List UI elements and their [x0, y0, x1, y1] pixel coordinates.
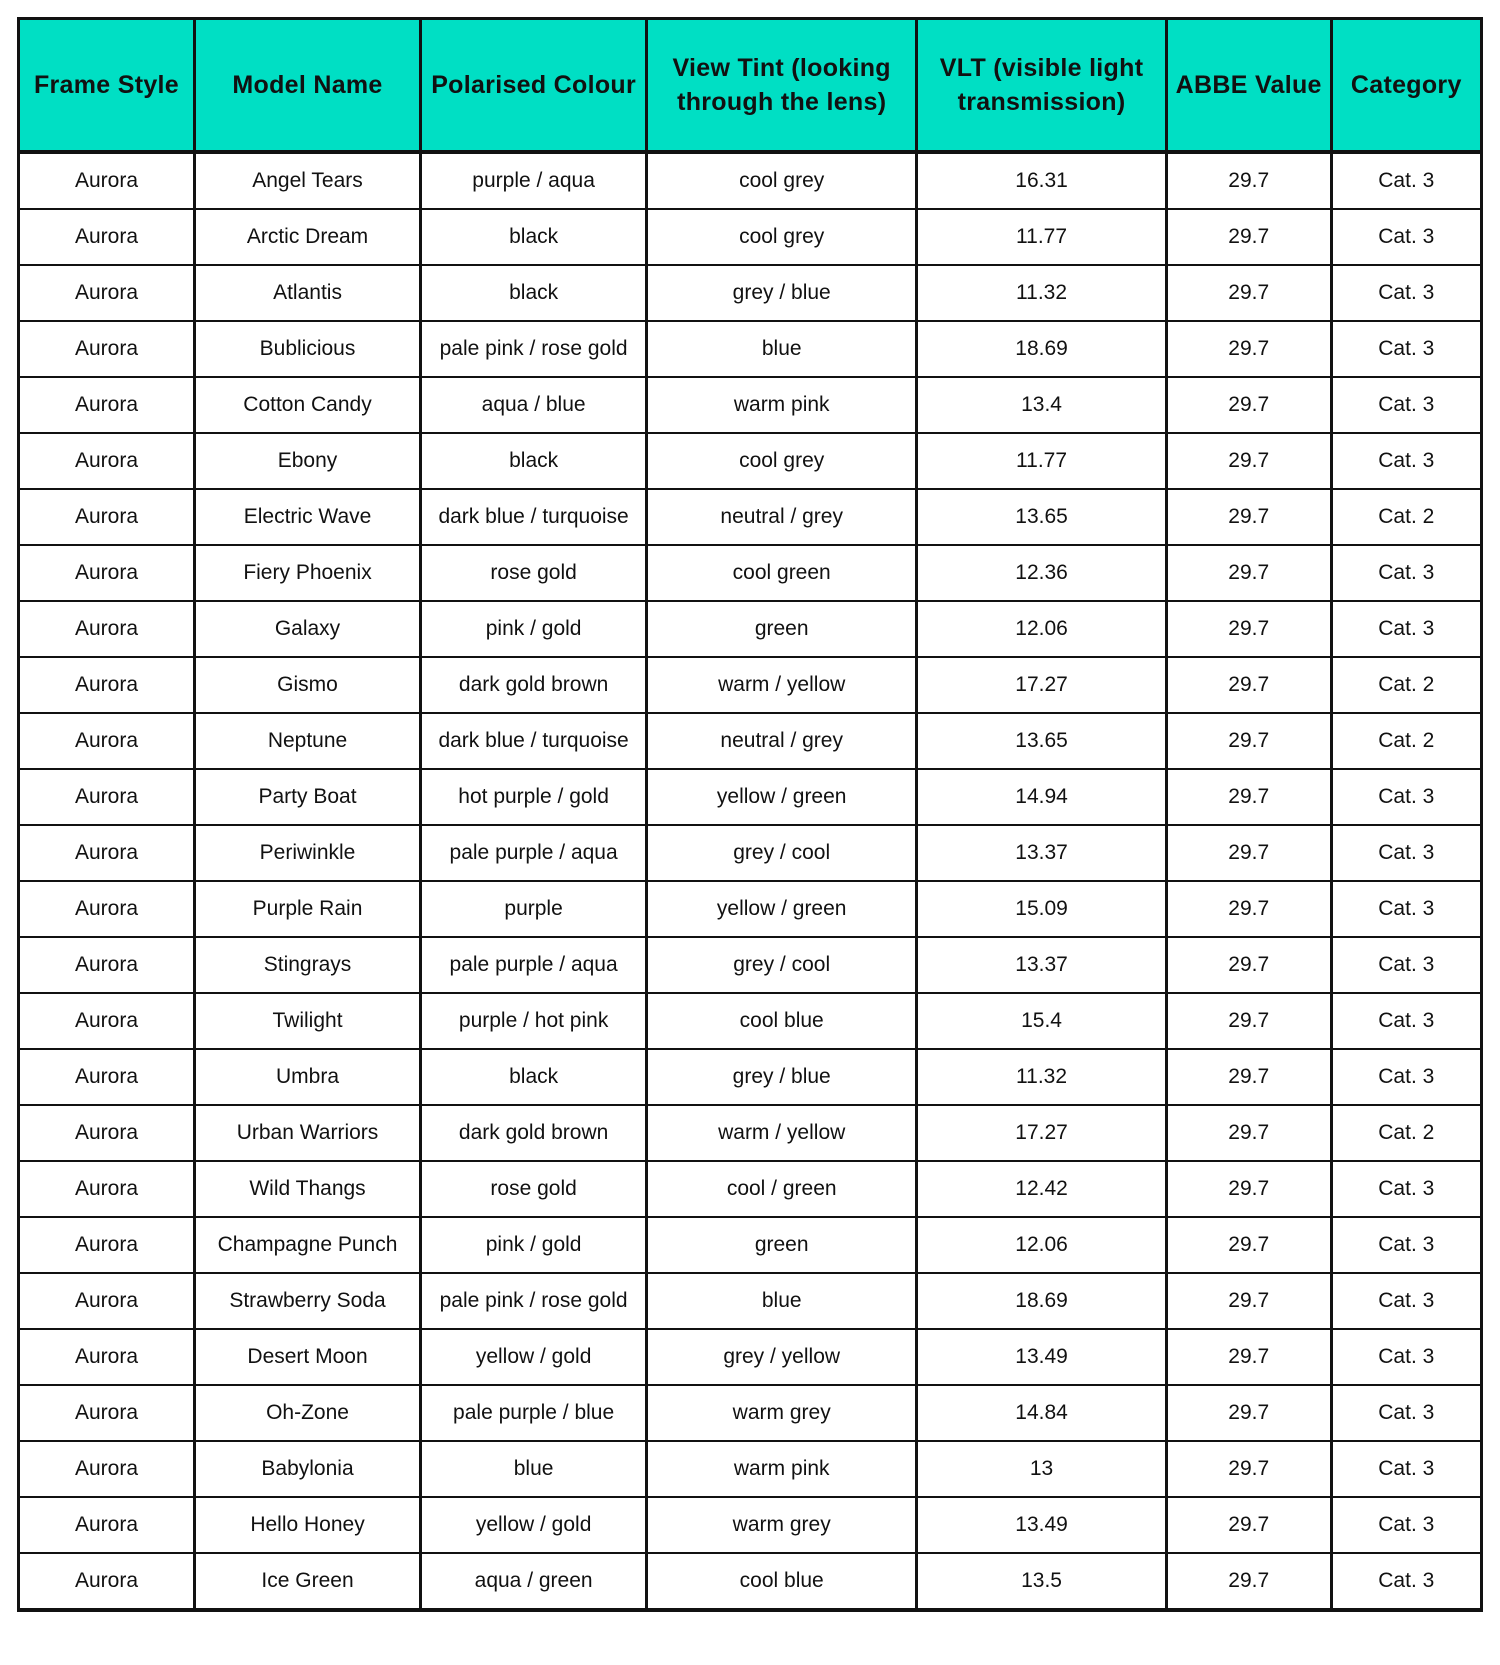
cell-category: Cat. 3 — [1331, 265, 1481, 321]
table-body — [19, 152, 1482, 1610]
cell-category: Cat. 2 — [1331, 713, 1481, 769]
cell-vlt: 13 — [917, 1441, 1167, 1497]
cell-category: Cat. 3 — [1331, 993, 1481, 1049]
table-row — [19, 769, 1482, 825]
table-row — [19, 1273, 1482, 1329]
cell-polarised-colour: pale purple / blue — [421, 1385, 647, 1441]
cell-polarised-colour: pale purple / aqua — [421, 825, 647, 881]
cell-vlt: 11.77 — [917, 433, 1167, 489]
table-row — [19, 601, 1482, 657]
table-row — [19, 1385, 1482, 1441]
cell-category: Cat. 3 — [1331, 881, 1481, 937]
cell-model-name: Ebony — [194, 433, 420, 489]
cell-abbe-value: 29.7 — [1166, 265, 1331, 321]
cell-frame-style: Aurora — [19, 265, 195, 321]
cell-abbe-value: 29.7 — [1166, 601, 1331, 657]
table-row — [19, 377, 1482, 433]
cell-category: Cat. 3 — [1331, 1161, 1481, 1217]
cell-view-tint: green — [647, 1217, 917, 1273]
cell-frame-style: Aurora — [19, 377, 195, 433]
cell-vlt: 13.5 — [917, 1553, 1167, 1610]
header-abbe-value: ABBE Value — [1166, 19, 1331, 153]
cell-abbe-value: 29.7 — [1166, 545, 1331, 601]
cell-view-tint: yellow / green — [647, 881, 917, 937]
header-polarised-colour: Polarised Colour — [421, 19, 647, 153]
cell-model-name: Stingrays — [194, 937, 420, 993]
cell-model-name: Umbra — [194, 1049, 420, 1105]
cell-model-name: Strawberry Soda — [194, 1273, 420, 1329]
cell-abbe-value: 29.7 — [1166, 321, 1331, 377]
cell-view-tint: grey / cool — [647, 825, 917, 881]
cell-model-name: Arctic Dream — [194, 209, 420, 265]
cell-category: Cat. 3 — [1331, 601, 1481, 657]
cell-abbe-value: 29.7 — [1166, 1385, 1331, 1441]
cell-abbe-value: 29.7 — [1166, 1273, 1331, 1329]
cell-view-tint: cool blue — [647, 1553, 917, 1610]
cell-category: Cat. 3 — [1331, 209, 1481, 265]
table-row — [19, 545, 1482, 601]
cell-polarised-colour: black — [421, 433, 647, 489]
cell-model-name: Periwinkle — [194, 825, 420, 881]
cell-vlt: 12.42 — [917, 1161, 1167, 1217]
table-row — [19, 209, 1482, 265]
table-row — [19, 489, 1482, 545]
cell-abbe-value: 29.7 — [1166, 1105, 1331, 1161]
cell-model-name: Hello Honey — [194, 1497, 420, 1553]
cell-vlt: 12.06 — [917, 1217, 1167, 1273]
cell-frame-style: Aurora — [19, 713, 195, 769]
cell-model-name: Purple Rain — [194, 881, 420, 937]
cell-abbe-value: 29.7 — [1166, 657, 1331, 713]
cell-vlt: 12.36 — [917, 545, 1167, 601]
cell-vlt: 11.77 — [917, 209, 1167, 265]
cell-view-tint: yellow / green — [647, 769, 917, 825]
table-row — [19, 937, 1482, 993]
cell-view-tint: cool blue — [647, 993, 917, 1049]
cell-model-name: Atlantis — [194, 265, 420, 321]
cell-abbe-value: 29.7 — [1166, 1161, 1331, 1217]
table-row — [19, 1441, 1482, 1497]
cell-polarised-colour: dark blue / turquoise — [421, 713, 647, 769]
cell-abbe-value: 29.7 — [1166, 1497, 1331, 1553]
cell-frame-style: Aurora — [19, 1497, 195, 1553]
cell-frame-style: Aurora — [19, 1105, 195, 1161]
cell-vlt: 16.31 — [917, 152, 1167, 209]
table-row — [19, 152, 1482, 209]
cell-vlt: 13.4 — [917, 377, 1167, 433]
table-row — [19, 825, 1482, 881]
cell-category: Cat. 3 — [1331, 1217, 1481, 1273]
cell-category: Cat. 3 — [1331, 545, 1481, 601]
cell-polarised-colour: rose gold — [421, 545, 647, 601]
cell-vlt: 13.49 — [917, 1497, 1167, 1553]
cell-polarised-colour: pink / gold — [421, 601, 647, 657]
cell-polarised-colour: dark blue / turquoise — [421, 489, 647, 545]
cell-vlt: 13.49 — [917, 1329, 1167, 1385]
cell-vlt: 18.69 — [917, 1273, 1167, 1329]
cell-polarised-colour: aqua / blue — [421, 377, 647, 433]
cell-frame-style: Aurora — [19, 1217, 195, 1273]
table-row — [19, 265, 1482, 321]
cell-vlt: 12.06 — [917, 601, 1167, 657]
cell-view-tint: warm grey — [647, 1385, 917, 1441]
cell-category: Cat. 3 — [1331, 152, 1481, 209]
cell-model-name: Galaxy — [194, 601, 420, 657]
header-row — [19, 19, 1482, 153]
cell-polarised-colour: hot purple / gold — [421, 769, 647, 825]
cell-frame-style: Aurora — [19, 489, 195, 545]
cell-model-name: Oh-Zone — [194, 1385, 420, 1441]
cell-vlt: 11.32 — [917, 1049, 1167, 1105]
cell-abbe-value: 29.7 — [1166, 377, 1331, 433]
cell-polarised-colour: yellow / gold — [421, 1329, 647, 1385]
cell-vlt: 15.4 — [917, 993, 1167, 1049]
cell-model-name: Angel Tears — [194, 152, 420, 209]
cell-abbe-value: 29.7 — [1166, 937, 1331, 993]
cell-frame-style: Aurora — [19, 825, 195, 881]
cell-frame-style: Aurora — [19, 1553, 195, 1610]
lens-spec-sheet — [17, 17, 1483, 1612]
cell-frame-style: Aurora — [19, 209, 195, 265]
cell-polarised-colour: pink / gold — [421, 1217, 647, 1273]
table-row — [19, 1217, 1482, 1273]
cell-polarised-colour: rose gold — [421, 1161, 647, 1217]
table-row — [19, 1105, 1482, 1161]
cell-abbe-value: 29.7 — [1166, 489, 1331, 545]
cell-model-name: Ice Green — [194, 1553, 420, 1610]
cell-category: Cat. 2 — [1331, 489, 1481, 545]
cell-model-name: Gismo — [194, 657, 420, 713]
table-row — [19, 1161, 1482, 1217]
cell-vlt: 14.84 — [917, 1385, 1167, 1441]
cell-view-tint: green — [647, 601, 917, 657]
cell-frame-style: Aurora — [19, 1329, 195, 1385]
cell-abbe-value: 29.7 — [1166, 152, 1331, 209]
table-row — [19, 1497, 1482, 1553]
cell-vlt: 13.65 — [917, 713, 1167, 769]
cell-vlt: 13.37 — [917, 937, 1167, 993]
cell-frame-style: Aurora — [19, 433, 195, 489]
cell-category: Cat. 2 — [1331, 657, 1481, 713]
cell-view-tint: warm grey — [647, 1497, 917, 1553]
cell-model-name: Babylonia — [194, 1441, 420, 1497]
cell-abbe-value: 29.7 — [1166, 209, 1331, 265]
cell-category: Cat. 3 — [1331, 1273, 1481, 1329]
cell-polarised-colour: dark gold brown — [421, 657, 647, 713]
cell-frame-style: Aurora — [19, 1273, 195, 1329]
cell-category: Cat. 3 — [1331, 1329, 1481, 1385]
cell-frame-style: Aurora — [19, 545, 195, 601]
cell-frame-style: Aurora — [19, 152, 195, 209]
cell-frame-style: Aurora — [19, 601, 195, 657]
cell-polarised-colour: purple / hot pink — [421, 993, 647, 1049]
cell-polarised-colour: aqua / green — [421, 1553, 647, 1610]
cell-category: Cat. 3 — [1331, 1441, 1481, 1497]
cell-view-tint: cool green — [647, 545, 917, 601]
cell-frame-style: Aurora — [19, 1385, 195, 1441]
cell-frame-style: Aurora — [19, 881, 195, 937]
cell-abbe-value: 29.7 — [1166, 769, 1331, 825]
cell-view-tint: cool grey — [647, 152, 917, 209]
cell-vlt: 15.09 — [917, 881, 1167, 937]
cell-polarised-colour: pale pink / rose gold — [421, 321, 647, 377]
cell-polarised-colour: dark gold brown — [421, 1105, 647, 1161]
cell-frame-style: Aurora — [19, 1049, 195, 1105]
cell-polarised-colour: pale purple / aqua — [421, 937, 647, 993]
table-row — [19, 1049, 1482, 1105]
cell-view-tint: grey / yellow — [647, 1329, 917, 1385]
table-row — [19, 881, 1482, 937]
table-row — [19, 657, 1482, 713]
cell-category: Cat. 3 — [1331, 433, 1481, 489]
cell-model-name: Champagne Punch — [194, 1217, 420, 1273]
cell-frame-style: Aurora — [19, 937, 195, 993]
cell-category: Cat. 3 — [1331, 937, 1481, 993]
cell-view-tint: warm / yellow — [647, 657, 917, 713]
cell-category: Cat. 3 — [1331, 1497, 1481, 1553]
cell-model-name: Bublicious — [194, 321, 420, 377]
cell-model-name: Party Boat — [194, 769, 420, 825]
lens-spec-table — [17, 17, 1483, 1612]
header-frame-style: Frame Style — [19, 19, 195, 153]
cell-frame-style: Aurora — [19, 321, 195, 377]
table-row — [19, 433, 1482, 489]
cell-view-tint: blue — [647, 1273, 917, 1329]
cell-abbe-value: 29.7 — [1166, 825, 1331, 881]
header-vlt: VLT (visible light transmission) — [917, 19, 1167, 153]
cell-view-tint: grey / blue — [647, 1049, 917, 1105]
cell-view-tint: cool / green — [647, 1161, 917, 1217]
cell-polarised-colour: purple — [421, 881, 647, 937]
cell-model-name: Neptune — [194, 713, 420, 769]
table-row — [19, 1329, 1482, 1385]
cell-abbe-value: 29.7 — [1166, 1049, 1331, 1105]
cell-polarised-colour: black — [421, 209, 647, 265]
cell-vlt: 17.27 — [917, 1105, 1167, 1161]
cell-view-tint: warm pink — [647, 377, 917, 433]
table-row — [19, 993, 1482, 1049]
cell-polarised-colour: blue — [421, 1441, 647, 1497]
cell-model-name: Cotton Candy — [194, 377, 420, 433]
cell-view-tint: neutral / grey — [647, 489, 917, 545]
cell-model-name: Desert Moon — [194, 1329, 420, 1385]
cell-view-tint: grey / blue — [647, 265, 917, 321]
cell-abbe-value: 29.7 — [1166, 1441, 1331, 1497]
cell-model-name: Wild Thangs — [194, 1161, 420, 1217]
cell-vlt: 17.27 — [917, 657, 1167, 713]
cell-abbe-value: 29.7 — [1166, 1329, 1331, 1385]
cell-model-name: Electric Wave — [194, 489, 420, 545]
cell-category: Cat. 3 — [1331, 377, 1481, 433]
cell-view-tint: cool grey — [647, 209, 917, 265]
cell-vlt: 11.32 — [917, 265, 1167, 321]
cell-frame-style: Aurora — [19, 1161, 195, 1217]
cell-category: Cat. 3 — [1331, 1385, 1481, 1441]
cell-view-tint: blue — [647, 321, 917, 377]
cell-abbe-value: 29.7 — [1166, 881, 1331, 937]
cell-polarised-colour: purple / aqua — [421, 152, 647, 209]
cell-frame-style: Aurora — [19, 993, 195, 1049]
cell-abbe-value: 29.7 — [1166, 1553, 1331, 1610]
cell-vlt: 18.69 — [917, 321, 1167, 377]
cell-abbe-value: 29.7 — [1166, 1217, 1331, 1273]
cell-abbe-value: 29.7 — [1166, 713, 1331, 769]
cell-view-tint: warm / yellow — [647, 1105, 917, 1161]
cell-frame-style: Aurora — [19, 1441, 195, 1497]
cell-polarised-colour: yellow / gold — [421, 1497, 647, 1553]
cell-category: Cat. 3 — [1331, 825, 1481, 881]
cell-polarised-colour: pale pink / rose gold — [421, 1273, 647, 1329]
header-model-name: Model Name — [194, 19, 420, 153]
cell-frame-style: Aurora — [19, 769, 195, 825]
cell-view-tint: warm pink — [647, 1441, 917, 1497]
cell-vlt: 13.37 — [917, 825, 1167, 881]
cell-model-name: Urban Warriors — [194, 1105, 420, 1161]
cell-abbe-value: 29.7 — [1166, 993, 1331, 1049]
cell-view-tint: neutral / grey — [647, 713, 917, 769]
cell-vlt: 13.65 — [917, 489, 1167, 545]
cell-category: Cat. 3 — [1331, 1553, 1481, 1610]
cell-abbe-value: 29.7 — [1166, 433, 1331, 489]
cell-category: Cat. 3 — [1331, 321, 1481, 377]
cell-vlt: 14.94 — [917, 769, 1167, 825]
table-row — [19, 321, 1482, 377]
header-category: Category — [1331, 19, 1481, 153]
table-row — [19, 713, 1482, 769]
cell-view-tint: grey / cool — [647, 937, 917, 993]
cell-category: Cat. 2 — [1331, 1105, 1481, 1161]
cell-polarised-colour: black — [421, 265, 647, 321]
cell-model-name: Fiery Phoenix — [194, 545, 420, 601]
table-row — [19, 1553, 1482, 1610]
cell-category: Cat. 3 — [1331, 769, 1481, 825]
header-view-tint: View Tint (looking through the lens) — [647, 19, 917, 153]
cell-polarised-colour: black — [421, 1049, 647, 1105]
cell-model-name: Twilight — [194, 993, 420, 1049]
cell-category: Cat. 3 — [1331, 1049, 1481, 1105]
cell-frame-style: Aurora — [19, 657, 195, 713]
cell-view-tint: cool grey — [647, 433, 917, 489]
